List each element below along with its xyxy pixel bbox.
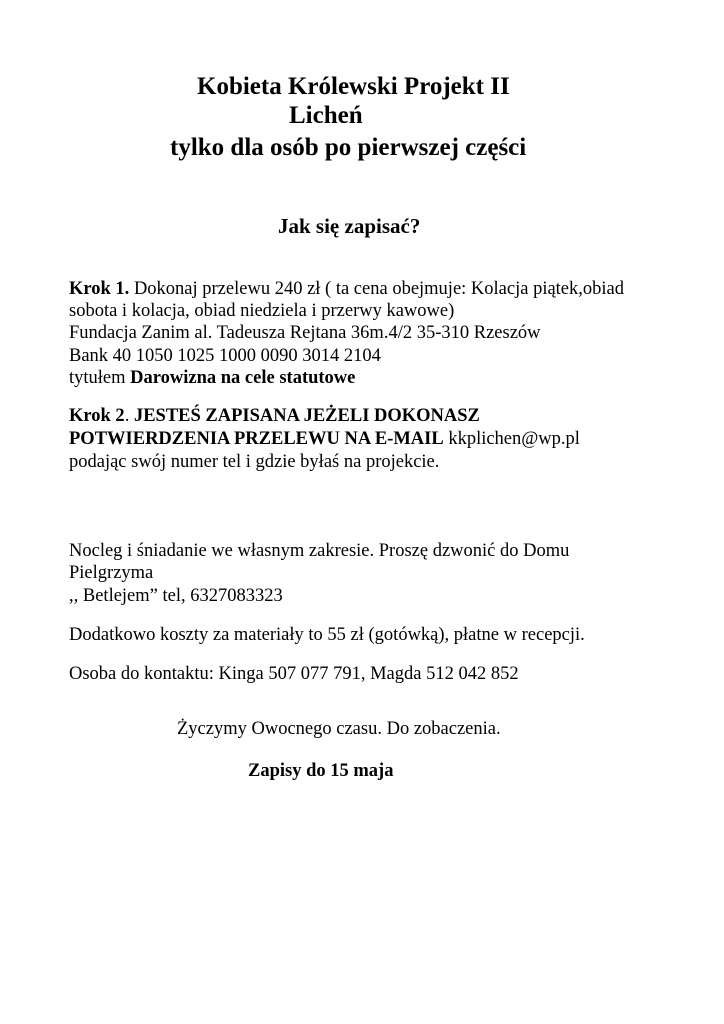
title-line-3: tylko dla osób po pierwszej części [170, 134, 527, 161]
step1-line-1-text: Dokonaj przelewu 240 zł ( ta cena obejmuje: Kolacja piątek,obiad [129, 279, 624, 299]
contact-email: kkplichen@wp.pl [443, 429, 580, 449]
lodging-line-3: ,, Betlejem” tel, 6327083323 [69, 586, 283, 606]
step1-line-3: Fundacja Zanim al. Tadeusza Rejtana 36m.4/2 35-310 Rzeszów [69, 323, 541, 343]
step2-label: Krok 2 [69, 406, 125, 426]
step2-line-1-text: JESTEŚ ZAPISANA JEŻELI DOKONASZ [129, 406, 480, 426]
transfer-title-label: tytułem [69, 368, 131, 388]
step1-label: Krok 1. [69, 279, 130, 299]
step2-dot: . [124, 406, 130, 426]
closing-wishes: Życzymy Owocnego czasu. Do zobaczenia. [177, 719, 501, 739]
step1-line-4: Bank 40 1050 1025 1000 0090 3014 2104 [69, 346, 381, 366]
lodging-line-2: Pielgrzyma [69, 563, 154, 583]
title-line-1: Kobieta Królewski Projekt II [197, 73, 510, 100]
step2-line-2 [69, 428, 580, 450]
title-line-2: Licheń [289, 102, 363, 129]
step2-line-3: podając swój numer tel i gdzie byłaś na projekcie. [69, 452, 440, 472]
step2-line-1 [69, 405, 480, 427]
contact-persons: Osoba do kontaktu: Kinga 507 077 791, Magda 512 042 852 [69, 664, 519, 684]
materials-note: Dodatkowo koszty za materiały to 55 zł (gotówką), płatne w recepcji. [69, 625, 585, 645]
step2-line-2-text: POTWIERDZENIA PRZELEWU NA E-MAIL [69, 429, 444, 449]
step1-line-2: sobota i kolacja, obiad niedziela i przerwy kawowe) [69, 301, 455, 321]
section-heading: Jak się zapisać? [278, 214, 421, 238]
registration-deadline: Zapisy do 15 maja [248, 761, 394, 781]
step1-line-1 [69, 278, 624, 300]
lodging-line-1: Nocleg i śniadanie we własnym zakresie. Proszę dzwonić do Domu [69, 541, 570, 561]
step1-line-5 [69, 367, 355, 389]
transfer-title-value: Darowizna na cele statutowe [130, 368, 356, 388]
